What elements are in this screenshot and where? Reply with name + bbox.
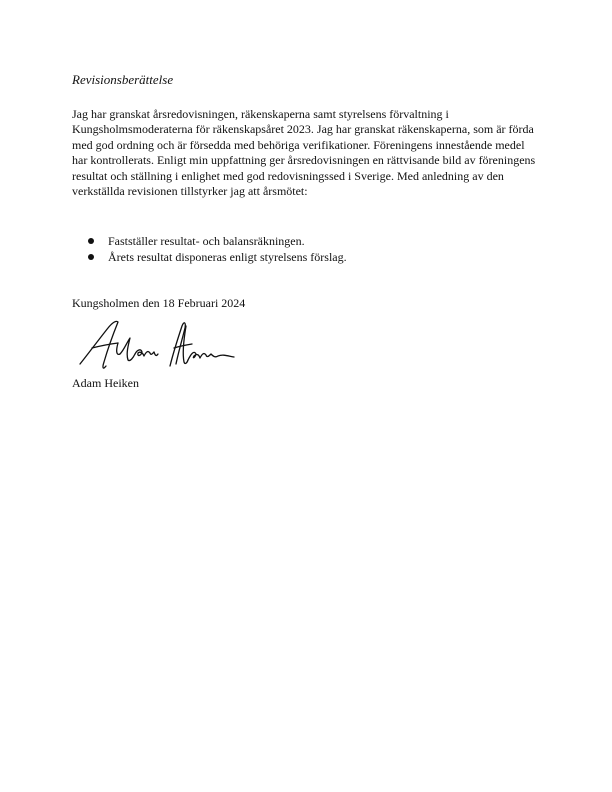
resolution-list (88, 233, 347, 265)
place-and-date: Kungsholmen den 18 Februari 2024 (72, 296, 246, 310)
body-paragraph (72, 107, 547, 199)
list-item-text: Årets resultat disponeras enligt styrelsens förslag. (108, 250, 347, 264)
list-item (88, 233, 347, 249)
handwritten-signature (78, 316, 238, 372)
paragraph-line: resultat och ställning i enlighet med god redovisningssed i Sverige. Med anledning av den (72, 168, 504, 183)
bullet-icon (88, 238, 94, 244)
paragraph-line: med god ordning och är försedda med behöriga verifikationer. Föreningens innestående medel (72, 137, 525, 152)
paragraph-line: Jag har granskat årsredovisningen, räkenskaperna samt styrelsens förvaltning i (72, 107, 449, 121)
signer-name: Adam Heiken (72, 376, 139, 390)
paragraph-line: verkställda revisionen tillstyrker jag att årsmötet: (72, 184, 308, 199)
paragraph-line: har kontrollerats. Enligt min uppfattning ger årsredovisningen en rättvisande bild av föreningens (72, 153, 536, 168)
bullet-icon (88, 254, 94, 260)
paragraph-line: Kungsholmsmoderaterna för räkenskapsåret 2023. Jag har granskat räkenskaperna, som är förda (72, 122, 534, 137)
document-title: Revisionsberättelse (72, 72, 174, 87)
list-item (88, 249, 347, 265)
list-item-text: Fastställer resultat- och balansräkningen. (108, 234, 305, 248)
